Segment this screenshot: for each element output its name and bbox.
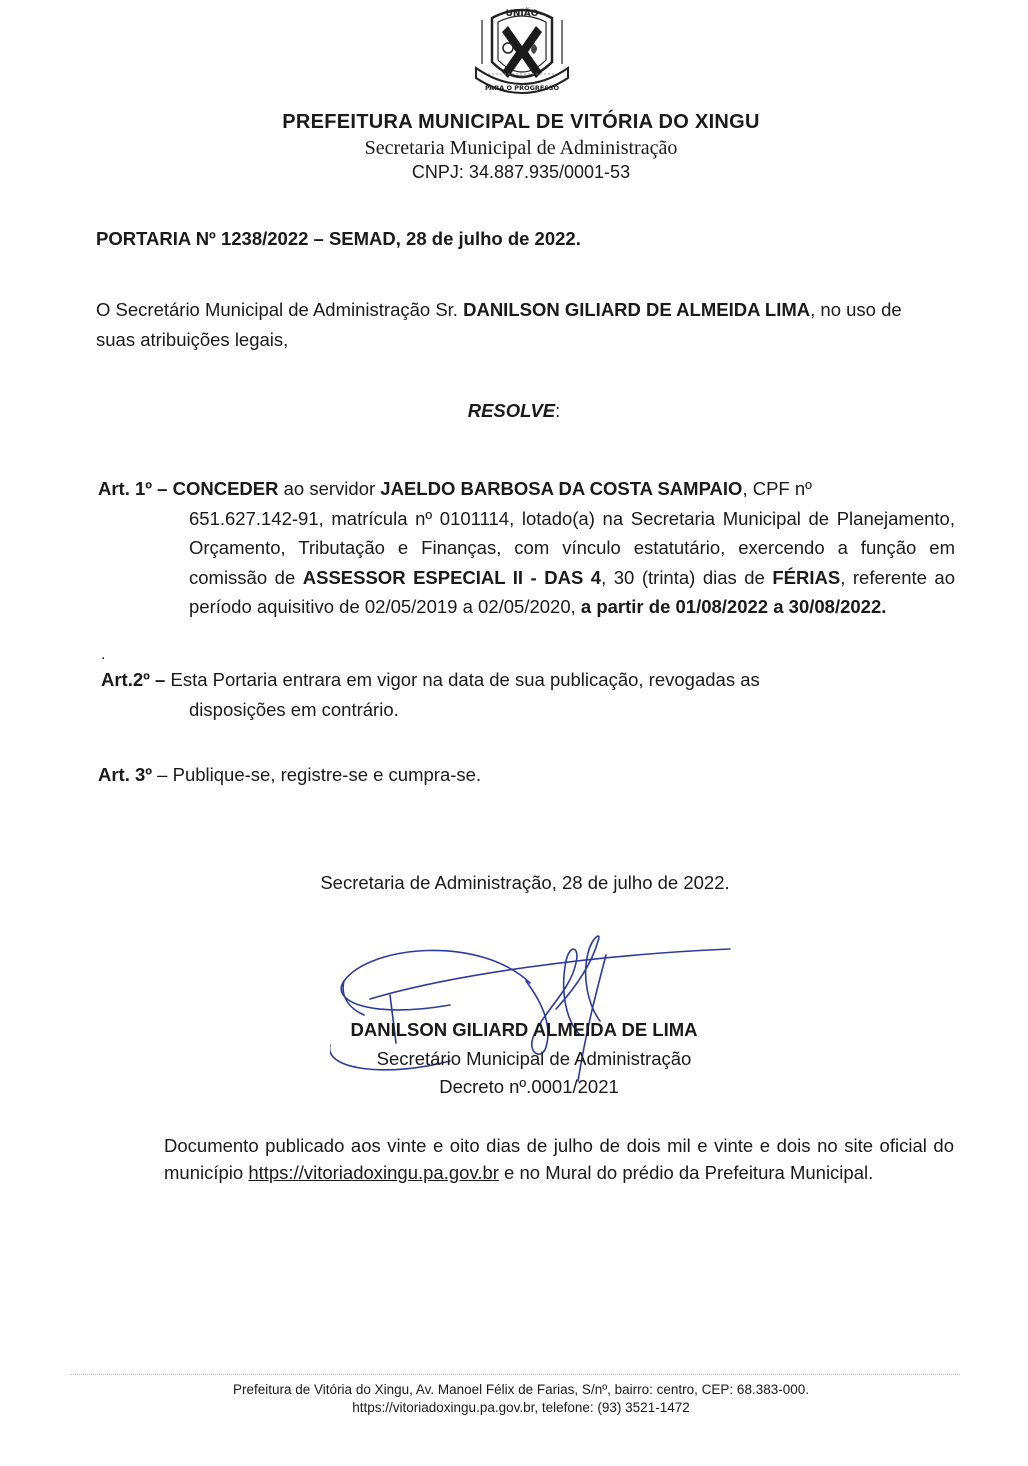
department-name: Secretaria Municipal de Administração (364, 137, 678, 159)
emblem-icon (468, 4, 576, 104)
resolve-heading (0, 400, 1028, 422)
signatory-name: DANILSON GILIARD ALMEIDA DE LIMA (350, 1019, 698, 1040)
signatory-role: Secretário Municipal de Administração (376, 1048, 692, 1069)
resolve-colon: : (555, 400, 561, 421)
article-1-text-5: , referente ao período aquisitivo de 02/05/2019 a 02/05/2020, (189, 566, 956, 617)
servant-name: JAELDO BARBOSA DA COSTA SAMPAIO (380, 478, 743, 499)
article-1-text-1: ao servidor (278, 478, 381, 499)
stray-mark: . (101, 646, 106, 663)
closing-date-line: Secretaria de Administração, 28 de julho de 2022. (320, 872, 730, 893)
publication-text-after: e no Mural do prédio da Prefeitura Municipal. (498, 1162, 874, 1183)
article-1-text-4: , 30 (trinta) dias de (601, 566, 773, 588)
ferias-word: FÉRIAS (772, 566, 841, 588)
publication-note (164, 1132, 954, 1186)
article-2-label: Art.2º (101, 669, 150, 690)
article-1-text-3: 651.627.142-91, matrícula nº 0101114, lotado(a) na Secretaria Municipal de Planejamento, Orçamento, Tributação e Finanças, com vínculo estatutário, exercendo a função em comissão de (189, 507, 955, 588)
article-1-text-2: , CPF nº (742, 478, 812, 499)
intro-paragraph (96, 295, 936, 355)
footer-address: Prefeitura de Vitória do Xingu, Av. Manoel Félix de Farias, S/nº, bairro: centro, CEP: 68.383-000. (233, 1382, 809, 1397)
secretary-name: DANILSON GILIARD DE ALMEIDA LIMA (463, 299, 811, 320)
emblem-top-text: UNIÃO (505, 9, 539, 19)
article-1-label: Art. 1º (98, 478, 153, 499)
cnpj: CNPJ: 34.887.935/0001-53 (411, 162, 631, 182)
article-3-label: Art. 3º (98, 764, 153, 785)
article-3 (98, 760, 481, 790)
publication-text-before: Documento publicado aos vinte e oito dias de julho de dois mil e vinte e dois no site oficial do município (164, 1135, 954, 1183)
vacation-period: a partir de 01/08/2022 a 30/08/2022. (580, 596, 887, 617)
municipal-emblem (468, 4, 576, 104)
footer-divider (70, 1374, 960, 1375)
article-2-head (101, 665, 955, 695)
position-title: ASSESSOR ESPECIAL II - DAS 4 (302, 566, 602, 588)
article-2-body: disposições em contrário. (189, 698, 399, 720)
article-1-dash: – (152, 478, 173, 499)
article-3-text: – Publique-se, registre-se e cumpra-se. (152, 764, 482, 785)
institution-title: PREFEITURA MUNICIPAL DE VITÓRIA DO XINGU (282, 111, 760, 133)
resolve-word: RESOLVE (467, 400, 556, 421)
emblem-ribbon-text: PARA O PROGRESSO (485, 84, 559, 92)
article-2-text: Esta Portaria entrara em vigor na data de sua publicação, revogadas as (170, 669, 760, 690)
article-1-body (189, 504, 955, 622)
footer-contact: https://vitoriadoxingu.pa.gov.br, telefone: (93) 3521-1472 (352, 1400, 690, 1415)
portaria-title: PORTARIA Nº 1238/2022 – SEMAD, 28 de julho de 2022. (96, 228, 581, 249)
article-1-verb: CONCEDER (172, 478, 279, 499)
signatory-decree: Decreto nº.0001/2021 (439, 1076, 619, 1097)
intro-text-after: , no uso de suas atribuições legais, (96, 299, 902, 350)
intro-text-before: O Secretário Municipal de Administração Sr. (96, 299, 464, 320)
article-1-head (98, 474, 954, 504)
municipality-website-link[interactable]: https://vitoriadoxingu.pa.gov.br (248, 1162, 499, 1183)
article-2-dash: – (149, 669, 171, 690)
